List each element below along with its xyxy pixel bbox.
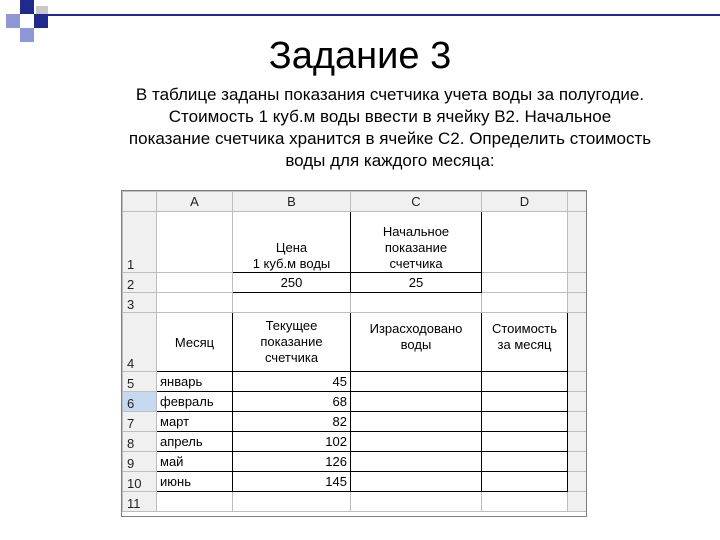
cell-d1[interactable] bbox=[482, 212, 568, 273]
cell-cost[interactable] bbox=[482, 472, 568, 492]
cell-cost[interactable] bbox=[482, 372, 568, 392]
cell-a2[interactable] bbox=[157, 273, 233, 293]
cell-text: Стоимость bbox=[491, 321, 558, 336]
column-header-b[interactable]: B bbox=[233, 192, 351, 212]
cell-consumed[interactable] bbox=[351, 432, 482, 452]
row-header-7[interactable]: 7 bbox=[123, 412, 157, 432]
cell-a4[interactable]: Месяц bbox=[157, 313, 233, 372]
cell-d4[interactable] bbox=[482, 313, 568, 372]
cell-month[interactable]: май bbox=[157, 452, 233, 472]
cell-reading[interactable]: 82 bbox=[233, 412, 351, 432]
select-all-corner[interactable] bbox=[123, 192, 157, 212]
cell-consumed[interactable] bbox=[351, 452, 482, 472]
description-line: воды для каждого месяца: bbox=[285, 151, 495, 170]
column-header-row bbox=[123, 192, 587, 212]
cell-e9 bbox=[568, 452, 587, 472]
row-header-11[interactable]: 11 bbox=[123, 492, 157, 512]
cell-text: счетчика bbox=[389, 256, 443, 271]
decor-square-blue bbox=[20, 0, 34, 14]
row-header-4[interactable]: 4 bbox=[123, 313, 157, 372]
cell-month[interactable]: январь bbox=[157, 372, 233, 392]
cell-d2[interactable] bbox=[482, 273, 568, 293]
cell-c2[interactable]: 25 bbox=[351, 273, 482, 293]
row-header-3[interactable]: 3 bbox=[123, 293, 157, 313]
row-header-9[interactable]: 9 bbox=[123, 452, 157, 472]
spreadsheet-grid bbox=[122, 191, 587, 512]
cell-text: 1 куб.м воды bbox=[252, 256, 331, 271]
cell-consumed[interactable] bbox=[351, 392, 482, 412]
table-row bbox=[123, 432, 587, 452]
cell-e2 bbox=[568, 273, 587, 293]
column-header-d[interactable]: D bbox=[482, 192, 568, 212]
table-row bbox=[123, 212, 587, 273]
cell-c1[interactable] bbox=[351, 212, 482, 273]
cell-cost[interactable] bbox=[482, 392, 568, 412]
cell-consumed[interactable] bbox=[351, 372, 482, 392]
description-line: Стоимость 1 куб.м воды ввести в ячейку В2. Начальное bbox=[168, 107, 612, 126]
cell-a1[interactable] bbox=[157, 212, 233, 273]
cell-c11[interactable] bbox=[351, 492, 482, 512]
cell-text: Цена bbox=[275, 240, 308, 255]
row-header-8[interactable]: 8 bbox=[123, 432, 157, 452]
row-header-6[interactable]: 6 bbox=[123, 392, 157, 412]
cell-text: показание bbox=[384, 240, 448, 255]
table-row bbox=[123, 293, 587, 313]
cell-c3[interactable] bbox=[351, 293, 482, 313]
decor-square-blue bbox=[34, 14, 48, 28]
cell-text: воды bbox=[400, 337, 432, 352]
cell-e7 bbox=[568, 412, 587, 432]
cell-reading[interactable]: 126 bbox=[233, 452, 351, 472]
column-header-a[interactable]: A bbox=[157, 192, 233, 212]
column-header-e bbox=[568, 192, 587, 212]
cell-text: показание bbox=[260, 334, 323, 349]
table-row bbox=[123, 313, 587, 372]
task-description bbox=[70, 84, 710, 172]
cell-month[interactable]: апрель bbox=[157, 432, 233, 452]
decor-square-light bbox=[6, 14, 20, 28]
cell-reading[interactable]: 145 bbox=[233, 472, 351, 492]
slide-title: Задание 3 bbox=[268, 35, 452, 77]
table-row bbox=[123, 452, 587, 472]
decor-line bbox=[48, 14, 720, 16]
cell-e3 bbox=[568, 293, 587, 313]
cell-c4[interactable] bbox=[351, 313, 482, 372]
cell-reading[interactable]: 45 bbox=[233, 372, 351, 392]
cell-text: Израсходовано bbox=[369, 321, 463, 336]
table-row bbox=[123, 392, 587, 412]
cell-e8 bbox=[568, 432, 587, 452]
cell-b11[interactable] bbox=[233, 492, 351, 512]
table-row bbox=[123, 472, 587, 492]
row-header-2[interactable]: 2 bbox=[123, 273, 157, 293]
table-row bbox=[123, 372, 587, 392]
cell-d11[interactable] bbox=[482, 492, 568, 512]
spreadsheet bbox=[121, 190, 587, 517]
cell-b1[interactable] bbox=[233, 212, 351, 273]
cell-e4 bbox=[568, 313, 587, 372]
cell-consumed[interactable] bbox=[351, 472, 482, 492]
row-header-10[interactable]: 10 bbox=[123, 472, 157, 492]
description-line: показание счетчика хранится в ячейке С2. Определить стоимость bbox=[128, 129, 652, 148]
cell-e6 bbox=[568, 392, 587, 412]
cell-month[interactable]: февраль bbox=[157, 392, 233, 412]
cell-d3[interactable] bbox=[482, 293, 568, 313]
cell-text: за месяц bbox=[497, 337, 552, 352]
cell-month[interactable]: июнь bbox=[157, 472, 233, 492]
cell-text: Текущее bbox=[265, 318, 318, 333]
cell-cost[interactable] bbox=[482, 412, 568, 432]
table-row bbox=[123, 412, 587, 432]
cell-month[interactable]: март bbox=[157, 412, 233, 432]
table-row bbox=[123, 492, 587, 512]
cell-a3[interactable] bbox=[157, 293, 233, 313]
cell-text: счетчика bbox=[264, 350, 319, 365]
cell-b4[interactable] bbox=[233, 313, 351, 372]
cell-consumed[interactable] bbox=[351, 412, 482, 432]
column-header-c[interactable]: C bbox=[351, 192, 482, 212]
cell-reading[interactable]: 68 bbox=[233, 392, 351, 412]
cell-a11[interactable] bbox=[157, 492, 233, 512]
cell-reading[interactable]: 102 bbox=[233, 432, 351, 452]
description-line: В таблице заданы показания счетчика учета воды за полугодие. bbox=[135, 85, 645, 104]
cell-b3[interactable] bbox=[233, 293, 351, 313]
cell-text: Начальное bbox=[382, 224, 450, 239]
cell-cost[interactable] bbox=[482, 452, 568, 472]
table-row bbox=[123, 273, 587, 293]
row-header-1[interactable]: 1 bbox=[123, 212, 157, 273]
cell-e1 bbox=[568, 212, 587, 273]
cell-e10 bbox=[568, 472, 587, 492]
cell-e5 bbox=[568, 372, 587, 392]
cell-b2[interactable]: 250 bbox=[233, 273, 351, 293]
cell-e11 bbox=[568, 492, 587, 512]
cell-cost[interactable] bbox=[482, 432, 568, 452]
row-header-5[interactable]: 5 bbox=[123, 372, 157, 392]
